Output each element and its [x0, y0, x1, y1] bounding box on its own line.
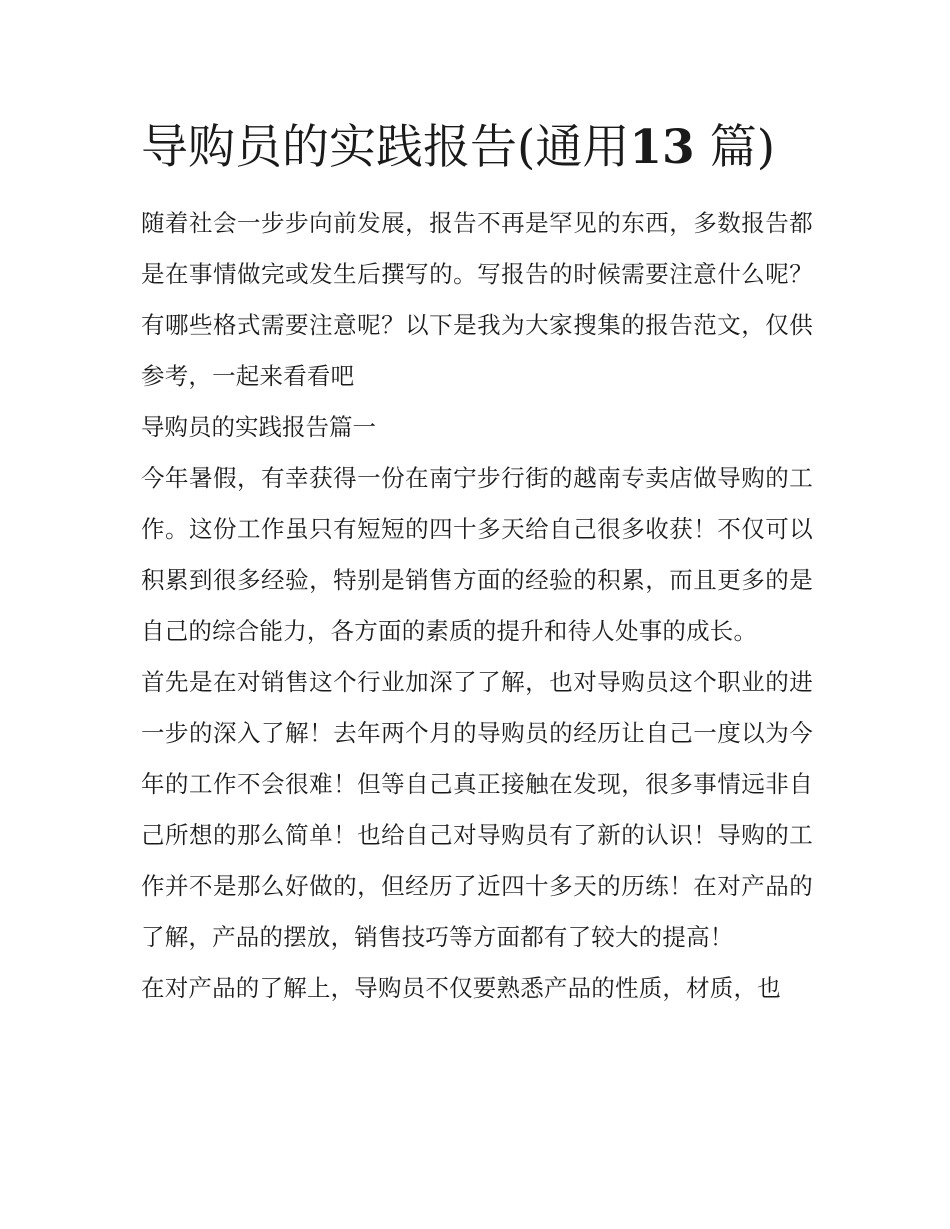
section-heading: 导购员的实践报告篇一 — [141, 413, 376, 441]
title-gap — [695, 120, 710, 175]
document-title — [141, 116, 821, 180]
document-body — [141, 198, 813, 1014]
title-prefix: 导购员的实践报告(通用 — [141, 120, 630, 175]
title-suffix: 篇) — [709, 120, 776, 175]
intro-paragraph: 随着社会一步步向前发展，报告不再是罕见的东西，多数报告都是在事情做完或发生后撰写的。写报告的时候需要注意什么呢？有哪些格式需要注意呢？以下是我为大家搜集的报告范文，仅供参考，一起来看看吧 — [141, 209, 813, 390]
body-paragraph-1: 今年暑假，有幸获得一份在南宁步行街的越南专卖店做导购的工作。这份工作虽只有短短的四十多天给自己很多收获！不仅可以积累到很多经验，特别是销售方面的经验的积累，而且更多的是自己的综合能力，各方面的素质的提升和待人处事的成长。 — [141, 464, 813, 645]
body-paragraph-3: 在对产品的了解上，导购员不仅要熟悉产品的性质，材质，也 — [141, 974, 781, 1002]
title-number: 13 — [629, 120, 695, 175]
body-paragraph-2: 首先是在对销售这个行业加深了了解，也对导购员这个职业的进一步的深入了解！去年两个月的导购员的经历让自己一度以为今年的工作不会很难！但等自己真正接触在发现，很多事情远非自己所想的那么简单！也给自己对导购员有了新的认识！导购的工作并不是那么好做的，但经历了近四十多天的历练！在对产品的了解，产品的摆放，销售技巧等方面都有了较大的提高！ — [141, 668, 813, 951]
